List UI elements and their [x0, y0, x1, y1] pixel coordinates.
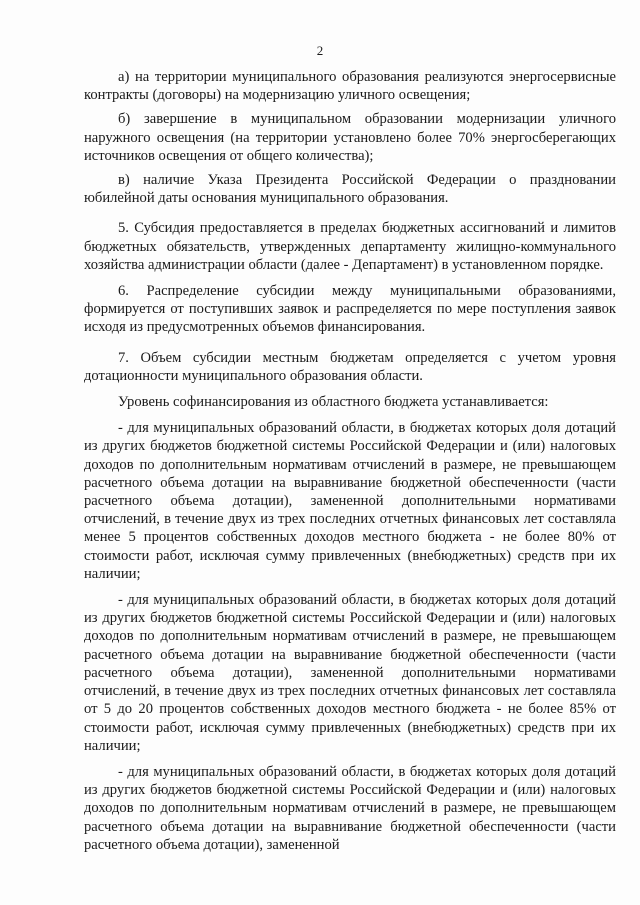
- paragraph-item-v: в) наличие Указа Президента Российской Федерации о праздновании юбилейной даты основания муниципального образования.: [84, 172, 616, 207]
- paragraph-item-b: б) завершение в муниципальном образовании модернизации уличного наружного освещения (на территории установлено более 70% энергосберегающих источников освещения от общего количества);: [84, 111, 616, 164]
- page-number: 2: [316, 43, 324, 58]
- paragraph-cofinancing-intro: Уровень софинансирования из областного бюджета устанавливается:: [118, 394, 549, 411]
- paragraph-clause-7: 7. Объем субсидии местным бюджетам определяется с учетом уровня дотационности муниципального образования области.: [84, 349, 616, 384]
- paragraph-item-a: а) на территории муниципального образования реализуются энергосервисные контракты (договоры) на модернизацию уличного освещения;: [84, 69, 616, 104]
- paragraph-bullet-3: - для муниципальных образований области, в бюджетах которых доля дотаций из других бюджетов бюджетной системы Российской Федерации и (или) налоговых доходов по дополнительным нормативам отчислений в размере, не превышающем расчетного объема дотации на выравнивание бюджетной обеспеченности (части расчетного объема дотации), замененной: [84, 763, 616, 853]
- paragraph-clause-6: 6. Распределение субсидии между муниципальными образованиями, формируется от поступивших заявок и распределяется по мере поступления заявок исходя из предусмотренных объемов финансирования.: [84, 283, 616, 336]
- paragraph-bullet-2: - для муниципальных образований области, в бюджетах которых доля дотаций из других бюджетов бюджетной системы Российской Федерации и (или) налоговых доходов по дополнительным нормативам отчислений в размере, не превышающем расчетного объема дотации на выравнивание бюджетной обеспеченности (части расчетного объема дотации), замененной дополнительными нормативами отчислений, в течение двух из трех последних отчетных финансовых лет составляла от 5 до 20 процентов собственных доходов местного бюджета - не более 85% от стоимости работ, исключая сумму привлеченных (внебюджетных) средств при их наличии;: [84, 592, 616, 754]
- paragraph-bullet-1: - для муниципальных образований области, в бюджетах которых доля дотаций из других бюджетов бюджетной системы Российской Федерации и (или) налоговых доходов по дополнительным нормативам отчислений в размере, не превышающем расчетного объема дотации на выравнивание бюджетной обеспеченности (части расчетного объема дотации), замененной дополнительными нормативами отчислений, в течение двух из трех последних отчетных финансовых лет составляла менее 5 процентов собственных доходов местного бюджета - не более 80% от стоимости работ, исключая сумму привлеченных (внебюджетных) средств при их наличии;: [84, 420, 616, 582]
- document-body: [84, 68, 616, 862]
- paragraph-clause-5: 5. Субсидия предоставляется в пределах бюджетных ассигнований и лимитов бюджетных обязательств, утвержденных департаменту жилищно-коммунального хозяйства администрации области (далее - Департамент) в установленном порядке.: [84, 220, 616, 273]
